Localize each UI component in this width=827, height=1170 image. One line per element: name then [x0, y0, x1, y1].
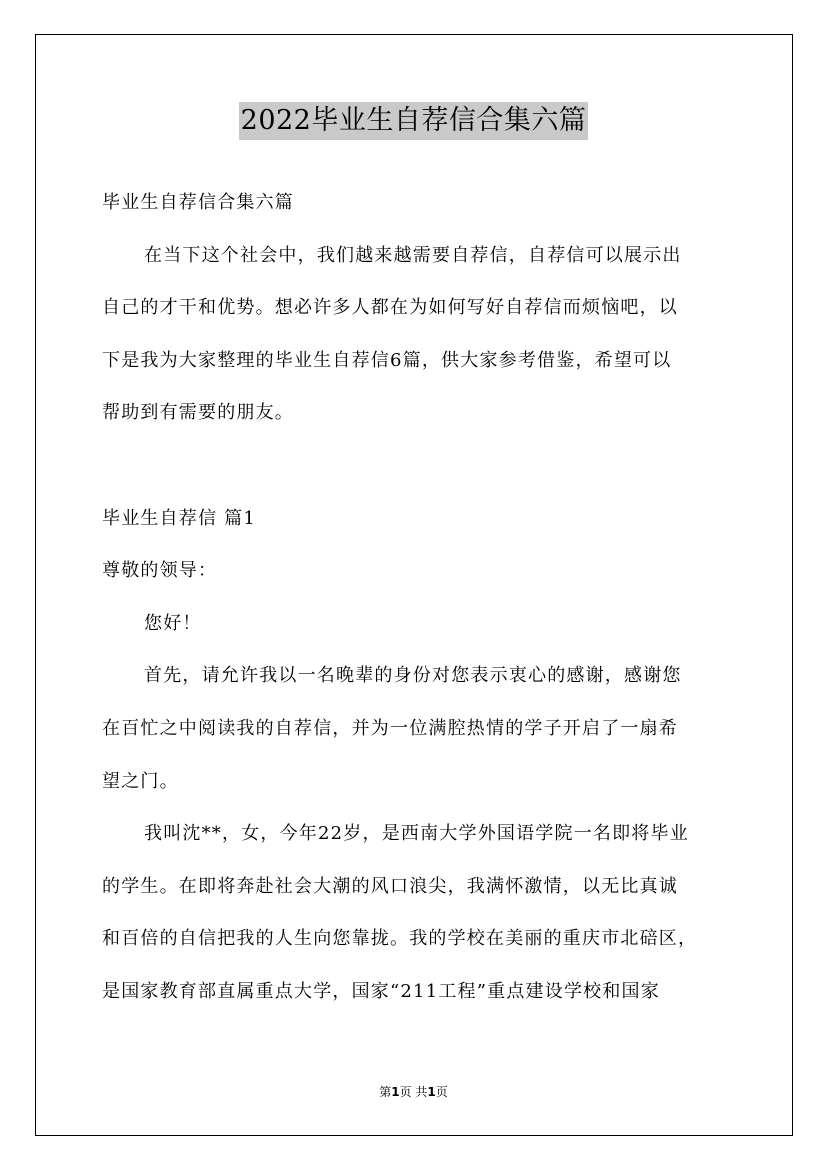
document-subtitle: 毕业生自荐信合集六篇	[102, 192, 294, 213]
page-mid: 页 共	[399, 1085, 428, 1099]
intro-line-2: 自己的才干和优势。想必许多人都在为如何写好自荐信而烦恼吧，以	[102, 297, 678, 319]
salutation: 尊敬的领导：	[102, 560, 218, 582]
blank-line	[102, 440, 727, 493]
intro-line-3: 下是我为大家整理的毕业生自荐信6篇，供大家参考借鉴，希望可以	[102, 349, 672, 371]
intro-line-1: 在当下这个社会中，我们越来越需要自荐信，自荐信可以展示出	[144, 244, 682, 266]
page-footer	[0, 1084, 827, 1100]
page-prefix: 第	[379, 1085, 392, 1099]
para1-line-1: 首先，请允许我以一名晚辈的身份对您表示衷心的感谢，感谢您	[144, 665, 682, 687]
title-container	[0, 102, 827, 140]
para2-line-1: 我叫沈**，女，今年22岁，是西南大学外国语学院一名即将毕业	[144, 823, 689, 845]
para2-line-4: 是国家教育部直属重点大学，国家“211工程”重点建设学校和国家	[102, 980, 660, 1002]
para2-line-3: 和百倍的自信把我的人生向您靠拢。我的学校在美丽的重庆市北碚区，	[102, 928, 698, 950]
intro-line-4: 帮助到有需要的朋友。	[102, 402, 294, 424]
para1-line-3: 望之门。	[102, 770, 179, 792]
document-title: 2022毕业生自荐信合集六篇	[239, 102, 589, 140]
section-heading: 毕业生自荐信 篇1	[102, 507, 256, 529]
page-total: 1	[427, 1085, 436, 1099]
greeting: 您好！	[144, 612, 202, 634]
para1-line-2: 在百忙之中阅读我的自荐信，并为一位满腔热情的学子开启了一扇希	[102, 717, 678, 739]
page-current: 1	[391, 1085, 400, 1099]
para2-line-2: 的学生。在即将奔赴社会大潮的风口浪尖，我满怀激情，以无比真诚	[102, 875, 678, 897]
page-suffix: 页	[435, 1085, 448, 1099]
document-body	[102, 177, 727, 1019]
